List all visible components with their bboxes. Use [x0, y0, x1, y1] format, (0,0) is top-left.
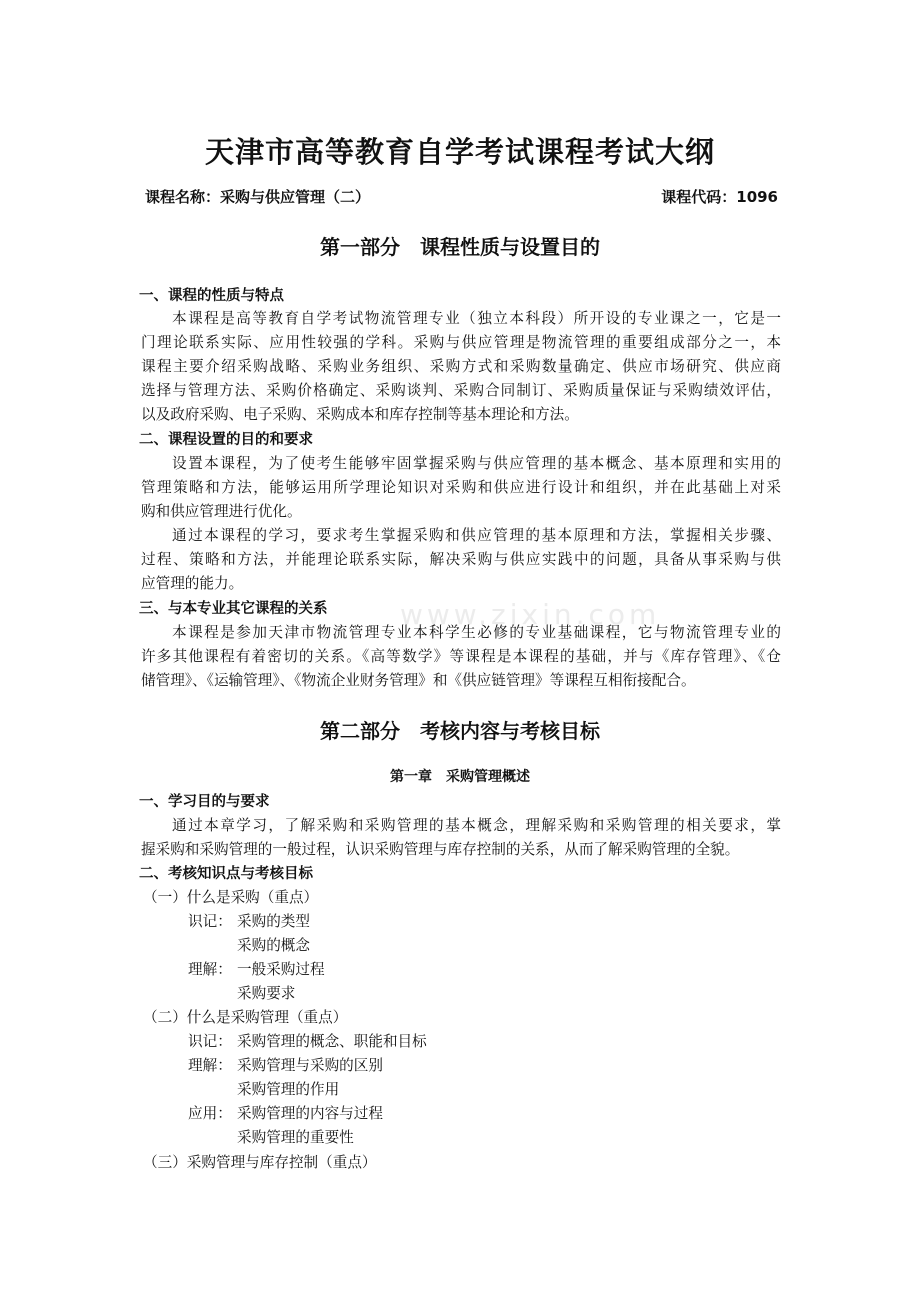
paragraph-line: 门理论联系实际、应用性较强的学科。采购与供应管理是物流管理的重要组成部分之一，本	[141, 334, 781, 351]
section-heading: 一、课程的性质与特点	[139, 288, 284, 304]
knowledge-point: 采购的概念	[237, 937, 310, 954]
paragraph-line: 本课程是参加天津市物流管理专业本科学生必修的专业基础课程，它与物流管理专业的	[172, 624, 781, 641]
knowledge-point: 采购管理的重要性	[237, 1129, 354, 1146]
paragraph-line: 以及政府采购、电子采购、采购成本和库存控制等基本理论和方法。	[141, 406, 579, 423]
chapter-heading: 第一章 采购管理概述	[390, 769, 530, 785]
knowledge-point: 采购管理的作用	[237, 1081, 340, 1098]
cognitive-level-label: 理解：	[188, 961, 232, 978]
paragraph-line: 许多其他课程有着密切的关系。《高等数学》等课程是本课程的基础，并与《库存管理》、《仓	[141, 648, 781, 665]
knowledge-point: 采购的类型	[237, 913, 310, 930]
course-code: 课程代码：1096	[661, 188, 778, 206]
watermark: www.zixin.com	[400, 598, 661, 631]
subsection-title: （二）什么是采购管理（重点）	[143, 1009, 348, 1026]
knowledge-point: 采购管理与采购的区别	[237, 1057, 383, 1074]
knowledge-point: 采购要求	[237, 985, 296, 1002]
section-heading: 二、课程设置的目的和要求	[139, 432, 313, 448]
part2-heading: 第二部分 考核内容与考核目标	[320, 719, 600, 743]
paragraph-line: 通过本章学习，了解采购和采购管理的基本概念，理解采购和采购管理的相关要求，掌	[172, 817, 781, 834]
section-heading: 三、与本专业其它课程的关系	[139, 601, 328, 617]
document-title: 天津市高等教育自学考试课程考试大纲	[204, 135, 715, 169]
cognitive-level-label: 识记：	[188, 913, 232, 930]
paragraph-line: 本课程是高等教育自学考试物流管理专业（独立本科段）所开设的专业课之一，它是一	[172, 310, 781, 327]
subsection-title: （三）采购管理与库存控制（重点）	[143, 1154, 377, 1171]
paragraph-line: 应管理的能力。	[141, 575, 244, 592]
paragraph-line: 设置本课程，为了使考生能够牢固掌握采购与供应管理的基本概念、基本原理和实用的	[172, 455, 781, 472]
course-name: 课程名称：采购与供应管理（二）	[145, 188, 371, 206]
cognitive-level-label: 应用：	[188, 1105, 232, 1122]
part1-heading: 第一部分 课程性质与设置目的	[320, 235, 600, 259]
paragraph-line: 通过本课程的学习，要求考生掌握采购和供应管理的基本原理和方法，掌握相关步骤、	[172, 527, 781, 544]
paragraph-line: 课程主要介绍采购战略、采购业务组织、采购方式和采购数量确定、供应市场研究、供应商	[141, 358, 781, 375]
paragraph-line: 握采购和采购管理的一般过程，认识采购管理与库存控制的关系，从而了解采购管理的全貌。	[141, 841, 740, 858]
knowledge-point: 一般采购过程	[237, 961, 325, 978]
section-heading: 二、考核知识点与考核目标	[139, 866, 313, 882]
paragraph-line: 储管理》、《运输管理》、《物流企业财务管理》和《供应链管理》等课程互相衔接配合。	[141, 672, 696, 689]
knowledge-point: 采购管理的内容与过程	[237, 1105, 383, 1122]
cognitive-level-label: 理解：	[188, 1057, 232, 1074]
paragraph-line: 管理策略和方法，能够运用所学理论知识对采购和供应进行设计和组织，并在此基础上对采	[141, 479, 781, 496]
knowledge-point: 采购管理的概念、职能和目标	[237, 1033, 427, 1050]
subsection-title: （一）什么是采购（重点）	[143, 889, 319, 906]
paragraph-line: 购和供应管理进行优化。	[141, 503, 302, 520]
section-heading: 一、学习目的与要求	[139, 794, 270, 810]
paragraph-line: 过程、策略和方法，并能理论联系实际，解决采购与供应实践中的问题，具备从事采购与供	[141, 551, 781, 568]
paragraph-line: 选择与管理方法、采购价格确定、采购谈判、采购合同制订、采购质量保证与采购绩效评估，	[141, 382, 781, 399]
cognitive-level-label: 识记：	[188, 1033, 232, 1050]
